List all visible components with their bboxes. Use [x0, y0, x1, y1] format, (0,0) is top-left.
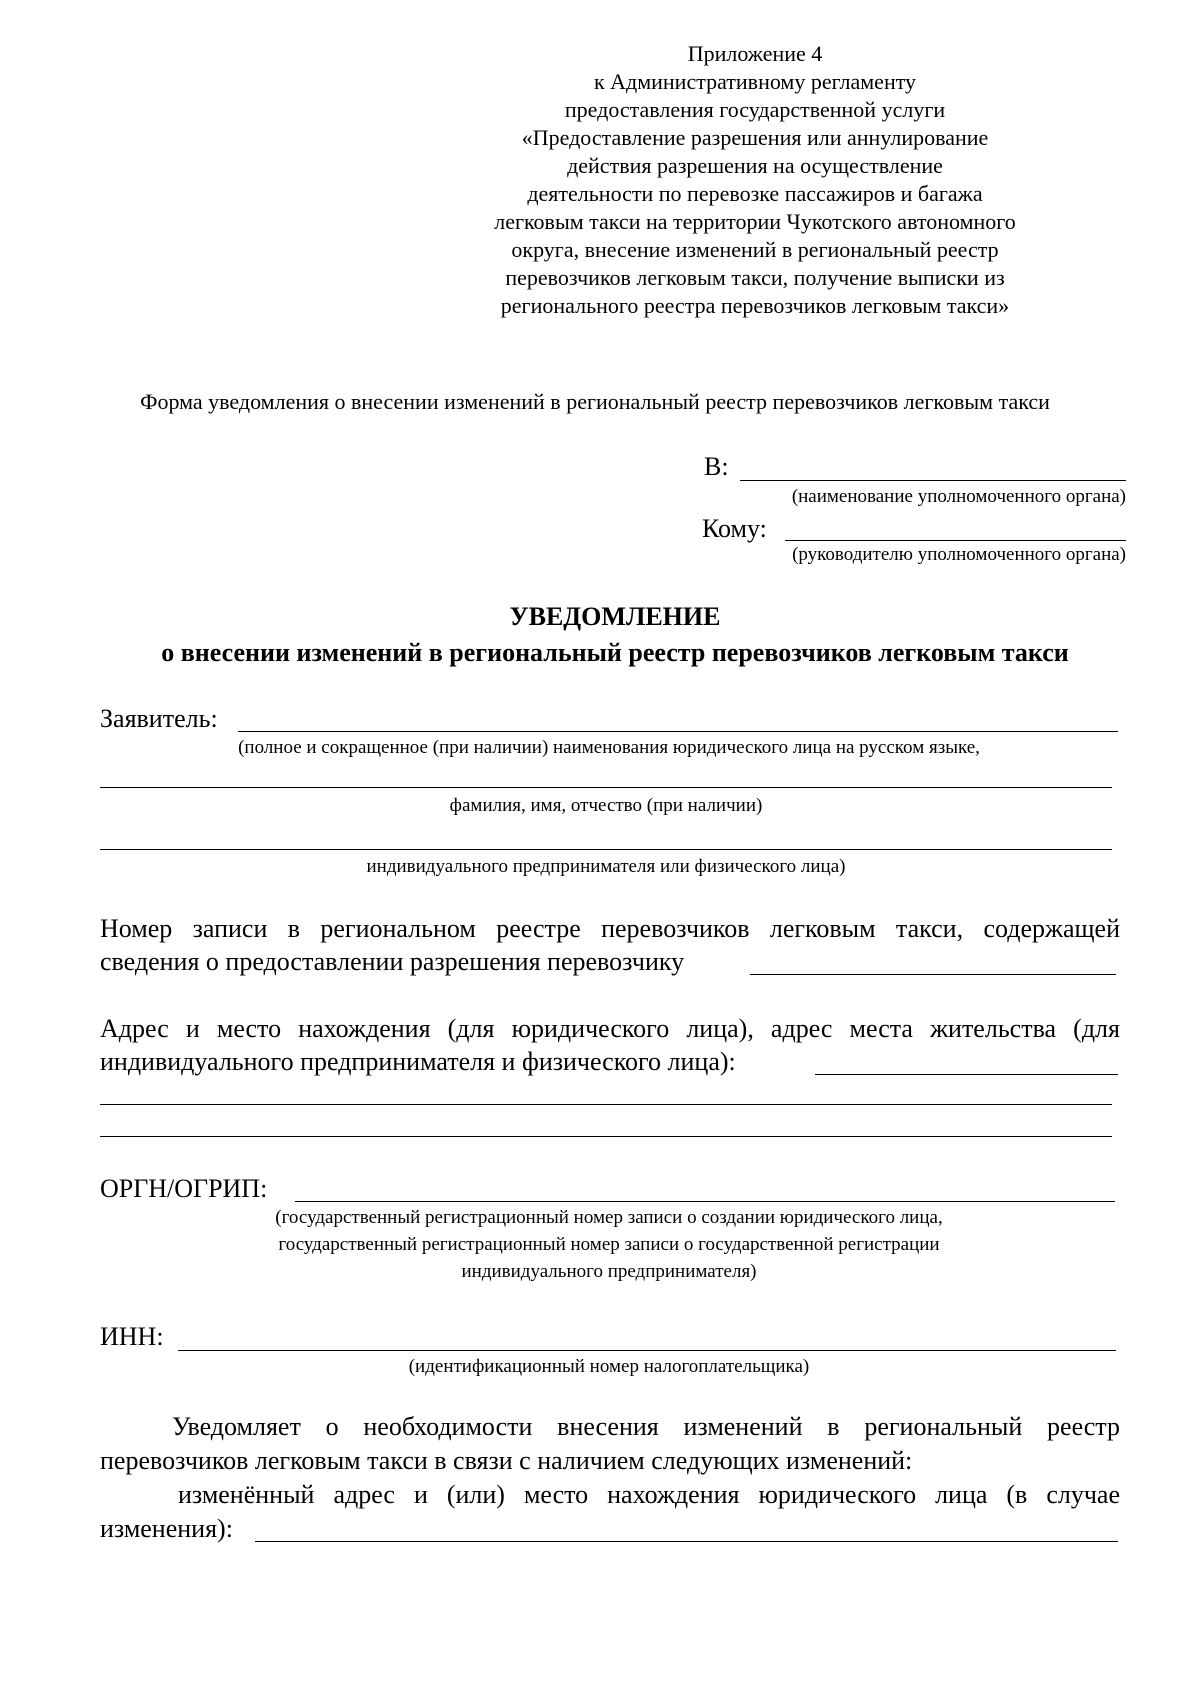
header-line: регионального реестра перевозчиков легковым такси»	[500, 293, 1010, 318]
applicant-field-2[interactable]	[100, 787, 1112, 788]
address-text: Адрес и место нахождения (для юридического лица), адрес места жительства (для	[100, 1014, 1120, 1043]
inn-label: ИНН:	[100, 1322, 164, 1351]
header-line: «Предоставление разрешения или аннулирование	[521, 125, 989, 150]
address-field[interactable]	[815, 1074, 1118, 1075]
header-line: предоставления государственной услуги	[564, 97, 946, 122]
changed-address-field[interactable]	[255, 1541, 1118, 1542]
whom-hint: (руководителю уполномоченного органа)	[792, 544, 1126, 565]
header-line: к Административному регламенту	[593, 69, 917, 94]
whom-field[interactable]	[785, 540, 1126, 541]
ogrn-field[interactable]	[295, 1201, 1115, 1202]
record-text: Номер записи в региональном реестре перевозчиков легковым такси, содержащей	[100, 914, 1120, 943]
notice-text: изменения):	[100, 1514, 233, 1543]
record-number-field[interactable]	[750, 974, 1116, 975]
to-field[interactable]	[740, 480, 1126, 481]
whom-label: Кому:	[702, 514, 767, 543]
record-text: сведения о предоставлении разрешения перевозчику	[100, 947, 685, 976]
ogrn-hint: (государственный регистрационный номер записи о создании юридического лица,	[275, 1207, 943, 1228]
ogrn-hint: государственный регистрационный номер записи о государственной регистрации	[278, 1234, 940, 1255]
header-line: легковым такси на территории Чукотского автономного	[494, 209, 1016, 234]
document-title: УВЕДОМЛЕНИЕ	[509, 602, 721, 631]
applicant-hint: фамилия, имя, отчество (при наличии)	[449, 795, 763, 816]
ogrn-label: ОРГН/ОГРИП:	[100, 1174, 268, 1203]
applicant-field-3[interactable]	[100, 849, 1112, 850]
header-line: Приложение 4	[687, 41, 823, 66]
inn-field[interactable]	[178, 1350, 1116, 1351]
applicant-field[interactable]	[238, 731, 1118, 732]
form-caption: Форма уведомления о внесении изменений в региональный реестр перевозчиков легковым такси	[140, 389, 1050, 414]
applicant-hint: индивидуального предпринимателя или физического лица)	[366, 856, 846, 877]
to-hint: (наименование уполномоченного органа)	[791, 486, 1126, 507]
document-subtitle: о внесении изменений в региональный реестр перевозчиков легковым такси	[161, 638, 1069, 667]
address-field-3[interactable]	[100, 1136, 1112, 1137]
notice-text: Уведомляет о необходимости внесения изменений в региональный реестр	[172, 1412, 1120, 1441]
inn-hint: (идентификационный номер налогоплательщика)	[408, 1356, 810, 1377]
notice-text: изменённый адрес и (или) место нахождения юридического лица (в случае	[178, 1480, 1120, 1509]
address-text: индивидуального предпринимателя и физического лица):	[100, 1047, 736, 1076]
applicant-hint: (полное и сокращенное (при наличии) наименования юридического лица на русском языке,	[238, 737, 980, 758]
to-label: В:	[704, 452, 729, 481]
header-line: действия разрешения на осуществление	[567, 153, 943, 178]
address-field-2[interactable]	[100, 1104, 1112, 1105]
header-line: перевозчиков легковым такси, получение выписки из	[505, 265, 1005, 290]
notice-text: перевозчиков легковым такси в связи с наличием следующих изменений:	[100, 1446, 913, 1475]
header-line: деятельности по перевозке пассажиров и багажа	[527, 181, 983, 206]
ogrn-hint: индивидуального предпринимателя)	[461, 1261, 757, 1282]
applicant-label: Заявитель:	[100, 704, 218, 733]
header-line: округа, внесение изменений в региональный реестр	[511, 237, 999, 262]
